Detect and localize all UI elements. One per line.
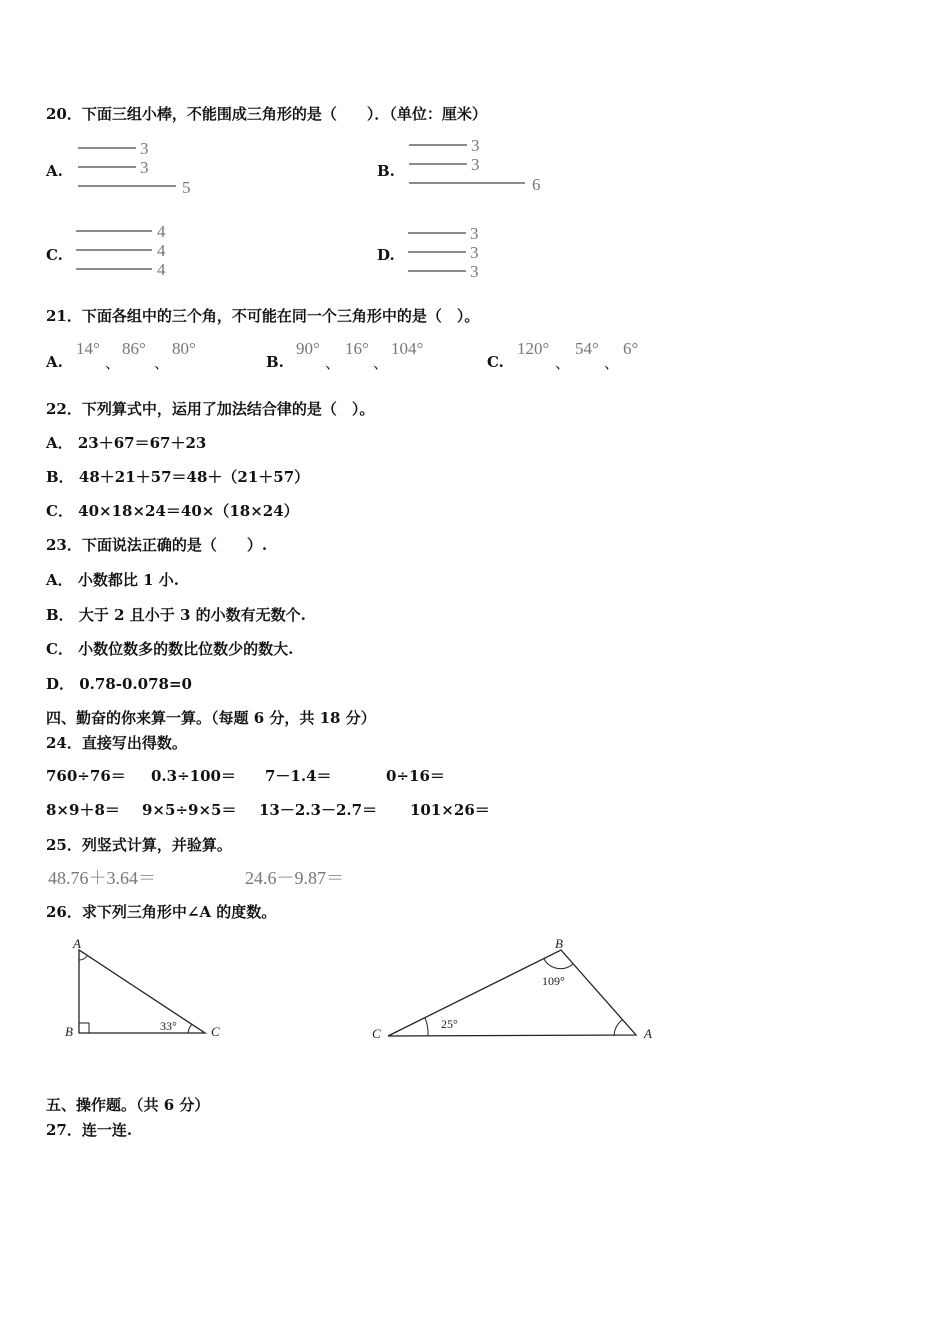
angle-arc-a bbox=[79, 956, 87, 960]
q20-option-c-sticks bbox=[72, 220, 182, 280]
q20-option-b-label[interactable]: B. bbox=[377, 162, 395, 180]
angle-c-value: 25° bbox=[441, 1017, 458, 1031]
triangle-outline bbox=[388, 950, 636, 1036]
q22-option-b[interactable]: B． 48＋21＋57＝48＋（21＋57） bbox=[46, 468, 310, 486]
vertex-c-label: C bbox=[372, 1026, 381, 1041]
q24-item: 0÷16＝ bbox=[386, 767, 445, 785]
q25-item: 48.76＋3.64＝ bbox=[48, 868, 156, 888]
q20-question: 20．下面三组小棒，不能围成三角形的是（ ）．（单位：厘米） bbox=[46, 105, 487, 123]
right-angle-mark bbox=[79, 1023, 89, 1033]
stick-length: 3 bbox=[471, 136, 480, 155]
q25-item: 24.6－9.87＝ bbox=[245, 868, 344, 888]
q24-item: 760÷76＝ bbox=[46, 767, 126, 785]
q20-option-b-sticks bbox=[405, 134, 565, 194]
q24-item: 9×5÷9×5＝ bbox=[142, 801, 237, 819]
q21-option-c-label[interactable]: C. bbox=[487, 353, 504, 371]
stick-length: 3 bbox=[140, 158, 149, 177]
q21-question: 21．下面各组中的三个角，不可能在同一个三角形中的是（ ）。 bbox=[46, 307, 480, 325]
q21-option-a-label[interactable]: A. bbox=[46, 353, 63, 371]
section-5-heading: 五、操作题。（共 6 分） bbox=[46, 1096, 210, 1114]
q24-item: 8×9＋8＝ bbox=[46, 801, 120, 819]
q23-option-a[interactable]: A． 小数都比 1 小. bbox=[46, 571, 179, 589]
stick-length: 3 bbox=[470, 243, 479, 262]
angle-value: 86° bbox=[122, 339, 146, 358]
q26-question: 26．求下列三角形中∠A 的度数。 bbox=[46, 903, 277, 921]
vertex-b-label: B bbox=[555, 936, 563, 951]
angle-arc-c bbox=[425, 1018, 428, 1036]
separator: 、 bbox=[105, 354, 121, 372]
q24-item: 7－1.4＝ bbox=[265, 767, 332, 785]
q24-item: 0.3÷100＝ bbox=[151, 767, 236, 785]
q26-triangle-2 bbox=[368, 934, 658, 1044]
q20-option-c-label[interactable]: C. bbox=[46, 246, 63, 264]
angle-value: 120° bbox=[517, 339, 550, 358]
vertex-a-label: A bbox=[644, 1026, 652, 1041]
q20-option-d-sticks bbox=[404, 222, 504, 282]
angle-value: 90° bbox=[296, 339, 320, 358]
vertex-c-label: C bbox=[211, 1024, 220, 1039]
angle-value: 104° bbox=[391, 339, 424, 358]
q22-option-c[interactable]: C． 40×18×24＝40×（18×24） bbox=[46, 502, 299, 520]
q24-question: 24．直接写出得数。 bbox=[46, 734, 187, 752]
q25-question: 25．列竖式计算，并验算。 bbox=[46, 836, 232, 854]
stick-length: 4 bbox=[157, 241, 166, 260]
angle-value: 6° bbox=[623, 339, 639, 358]
stick-length: 6 bbox=[532, 175, 541, 194]
stick-length: 3 bbox=[140, 139, 149, 158]
q24-item: 13－2.3－2.7＝ bbox=[259, 801, 378, 819]
angle-arc-b bbox=[544, 959, 573, 969]
separator: 、 bbox=[325, 354, 341, 372]
stick-length: 4 bbox=[157, 222, 166, 241]
angle-value: 16° bbox=[345, 339, 369, 358]
q23-option-c[interactable]: C． 小数位数多的数比位数少的数大. bbox=[46, 640, 294, 658]
angle-arc-c bbox=[188, 1024, 192, 1033]
stick-length: 3 bbox=[471, 155, 480, 174]
q20-option-a-label[interactable]: A. bbox=[46, 162, 63, 180]
separator: 、 bbox=[154, 354, 170, 372]
stick-length: 4 bbox=[157, 260, 166, 279]
q22-option-a[interactable]: A． 23＋67＝67＋23 bbox=[46, 434, 207, 452]
q27-question: 27．连一连. bbox=[46, 1121, 133, 1139]
separator: 、 bbox=[373, 354, 389, 372]
angle-arc-a bbox=[614, 1020, 622, 1036]
q21-option-b-label[interactable]: B. bbox=[266, 353, 284, 371]
stick-length: 3 bbox=[470, 262, 479, 281]
section-4-heading: 四、勤奋的你来算一算。（每题 6 分，共 18 分） bbox=[46, 709, 376, 727]
angle-value: 54° bbox=[575, 339, 599, 358]
angle-value: 14° bbox=[76, 339, 100, 358]
vertex-a-label: A bbox=[73, 936, 81, 951]
q22-question: 22．下列算式中，运用了加法结合律的是（ ）。 bbox=[46, 400, 375, 418]
q23-option-d[interactable]: D． 0.78-0.078=0 bbox=[46, 675, 192, 693]
q23-option-b[interactable]: B． 大于 2 且小于 3 的小数有无数个. bbox=[46, 606, 306, 624]
q20-option-a-sticks bbox=[74, 138, 214, 198]
q23-question: 23．下面说法正确的是（ ）. bbox=[46, 536, 268, 554]
q24-item: 101×26＝ bbox=[410, 801, 490, 819]
q26-triangle-1 bbox=[60, 930, 240, 1045]
separator: 、 bbox=[604, 354, 620, 372]
angle-value: 80° bbox=[172, 339, 196, 358]
angle-c-value: 33° bbox=[160, 1019, 177, 1033]
angle-b-value: 109° bbox=[542, 974, 565, 988]
stick-length: 3 bbox=[470, 224, 479, 243]
triangle-outline bbox=[79, 950, 205, 1033]
vertex-b-label: B bbox=[65, 1024, 73, 1039]
separator: 、 bbox=[555, 354, 571, 372]
q20-option-d-label[interactable]: D. bbox=[377, 246, 395, 264]
stick-length: 5 bbox=[182, 178, 191, 197]
